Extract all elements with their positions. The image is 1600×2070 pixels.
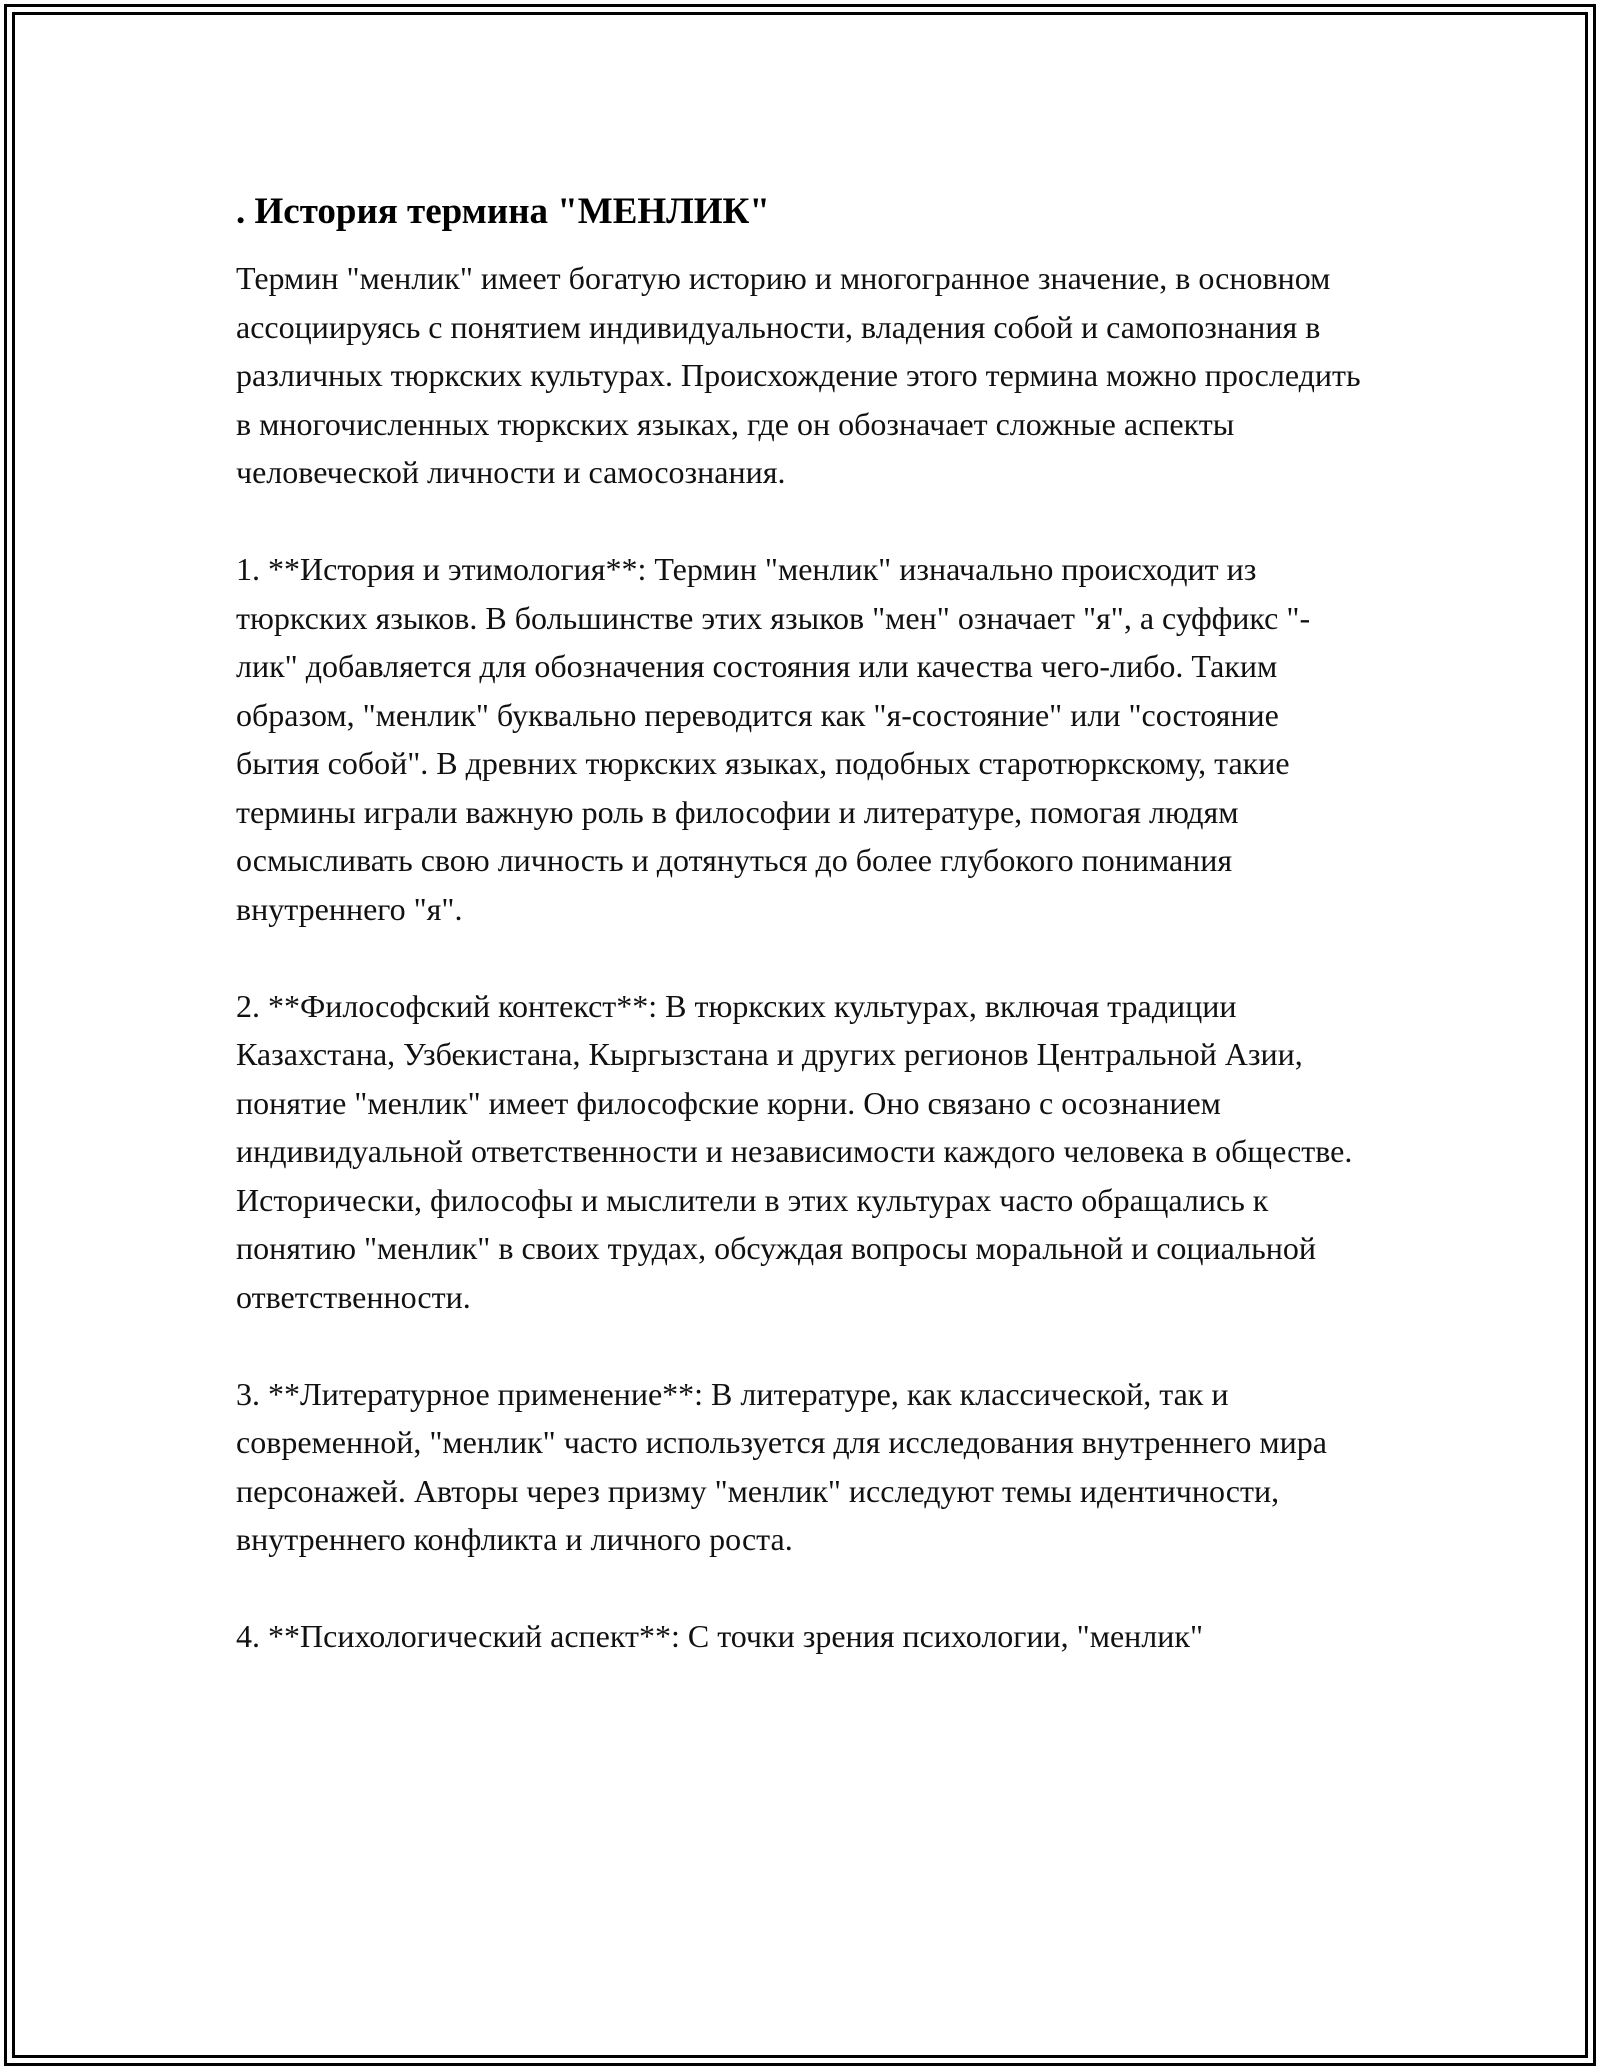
paragraph-literary-use: 3. **Литературное применение**: В литературе, как классической, так и современной, "менлик" часто используется для исследования внутреннего мира персонажей. Авторы через призму "менлик" исследуют темы идентичности, внутреннего конфликта и личного роста. xyxy=(236,1375,1327,1557)
paragraph-philosophical-context: 2. **Философский контекст**: В тюркских культурах, включая традиции Казахстана, Узбекистана, Кыргызстана и других регионов Центральной Азии, понятие "менлик" имеет философские корни. Оно связано с осознанием индивидуальной ответственности и независимости каждого человека в обществе. Исторически, философы и мыслители в этих культурах часто обращались к понятию "менлик" в своих трудах, обсуждая вопросы моральной и социальной ответственности. xyxy=(236,987,1353,1315)
paragraph-psychological-aspect: 4. **Психологический аспект**: С точки зрения психологии, "менлик" xyxy=(236,1618,1203,1654)
document-body xyxy=(236,186,1366,1661)
paragraph-history-etymology: 1. **История и этимология**: Термин "менлик" изначально происходит из тюркских языков. В большинстве этих языков "мен" означает "я", а суффикс "-лик" добавляется для обозначения состояния или качества чего-либо. Таким образом, "менлик" буквально переводится как "я-состояние" или "состояние бытия собой". В древних тюркских языках, подобных старотюркскому, такие термины играли важную роль в философии и литературе, помогая людям осмысливать свою личность и дотянуться до более глубокого понимания внутреннего "я". xyxy=(236,551,1311,927)
paragraph-intro: Термин "менлик" имеет богатую историю и многогранное значение, в основном ассоциируясь с понятием индивидуальности, владения собой и самопознания в различных тюркских культурах. Происхождение этого термина можно проследить в многочисленных тюркских языках, где он обозначает сложные аспекты человеческой личности и самосознания. xyxy=(236,260,1361,490)
document-heading: . История термина "МЕНЛИК" xyxy=(236,191,770,232)
